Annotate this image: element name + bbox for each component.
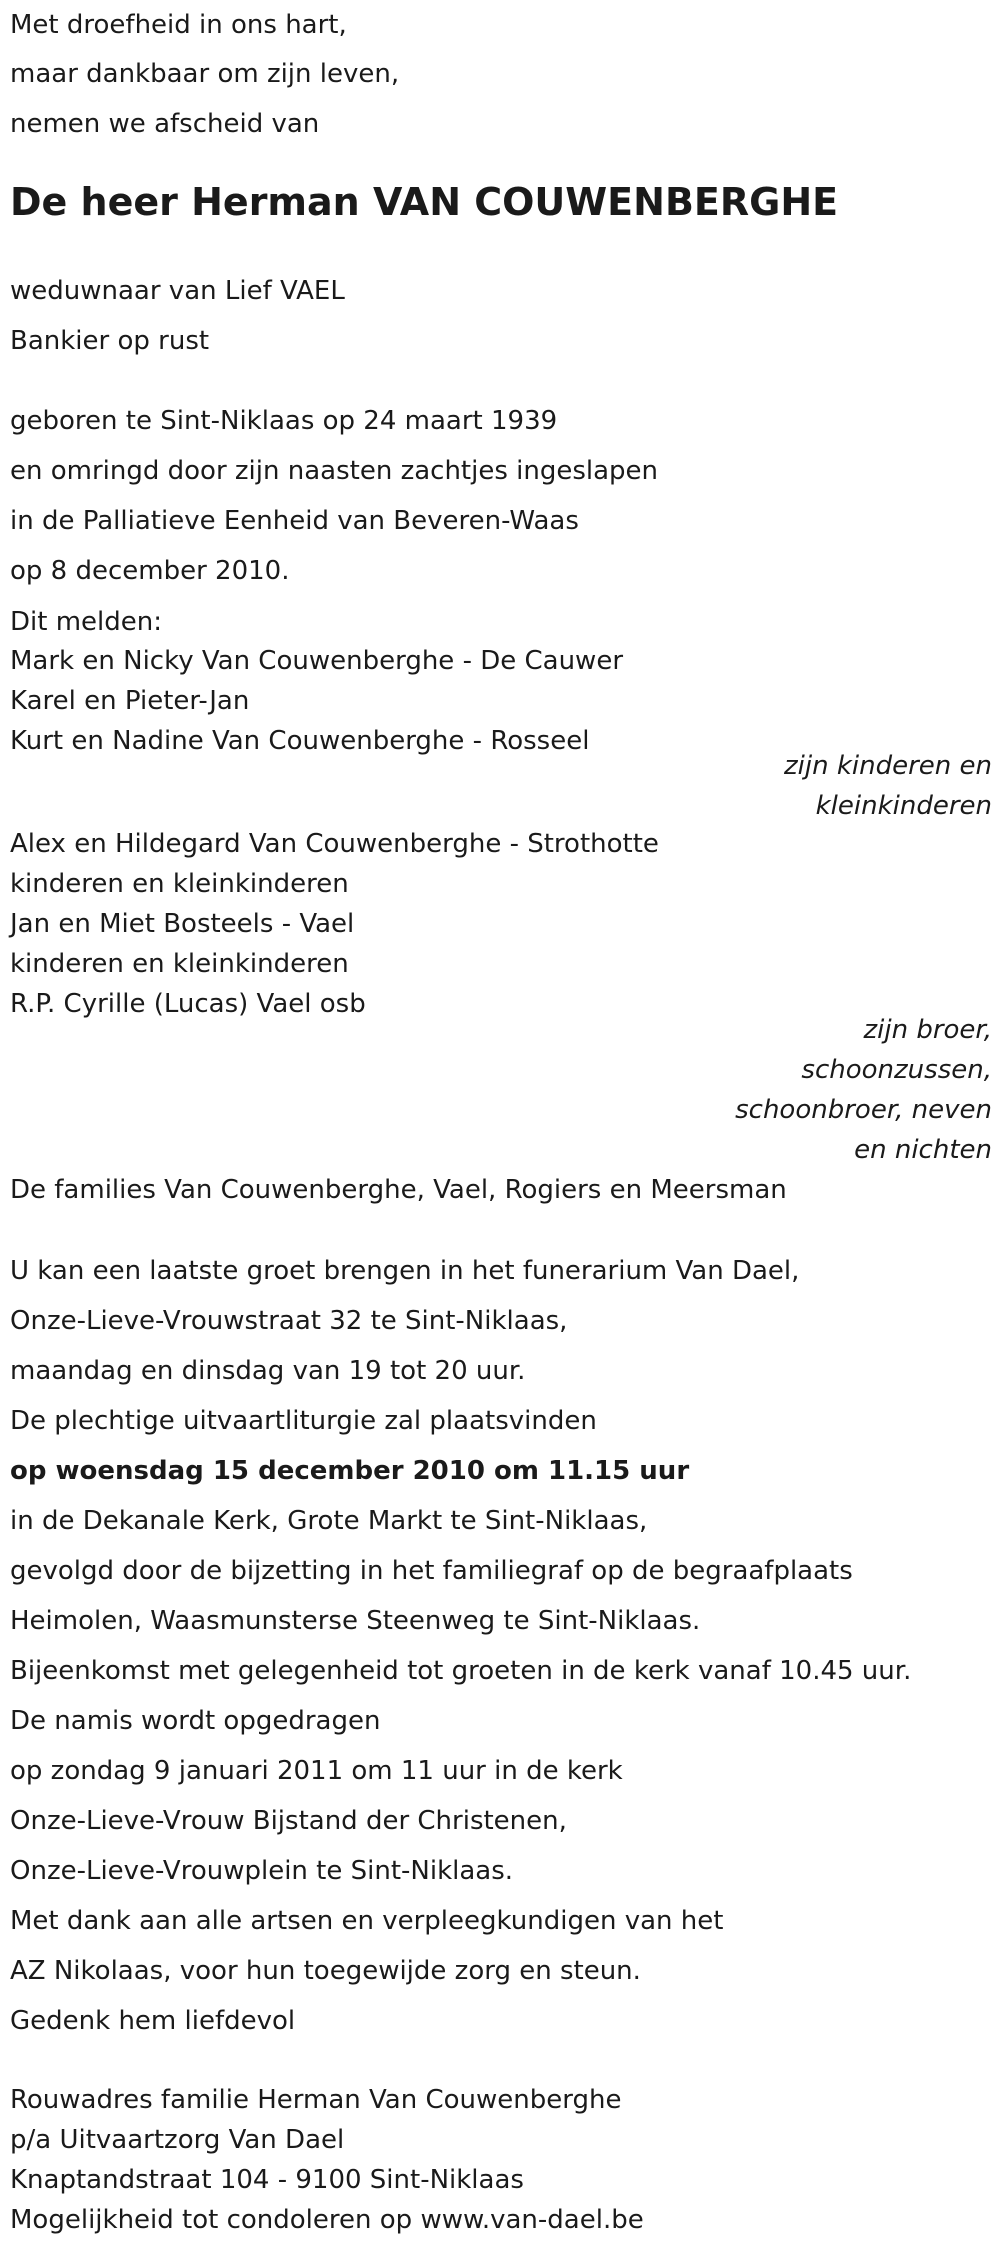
deceased-name: De heer Herman VAN COUWENBERGHE xyxy=(10,180,839,224)
siblings-role-line: schoonbroer, neven xyxy=(735,1095,992,1125)
address-line: Rouwadres familie Herman Van Couwenberghe xyxy=(10,2085,622,2115)
opening-line: maar dankbaar om zijn leven, xyxy=(10,59,400,89)
siblings-line: Alex en Hildegard Van Couwenberghe - Strothotte xyxy=(10,829,659,859)
families-line: De families Van Couwenberghe, Vael, Rogiers en Meersman xyxy=(10,1175,787,1205)
birth-death-line: in de Palliatieve Eenheid van Beveren-Waas xyxy=(10,506,579,536)
siblings-line: Jan en Miet Bosteels - Vael xyxy=(10,909,355,939)
funeral-line: Heimolen, Waasmunsterse Steenweg te Sint-Niklaas. xyxy=(10,1606,701,1636)
funeral-line: in de Dekanale Kerk, Grote Markt te Sint-Niklaas, xyxy=(10,1506,648,1536)
siblings-line: R.P. Cyrille (Lucas) Vael osb xyxy=(10,989,366,1019)
funeral-date-line: op woensdag 15 december 2010 om 11.15 uur xyxy=(10,1456,690,1486)
siblings-role-line: zijn broer, xyxy=(863,1015,992,1045)
funeral-line: Bijeenkomst met gelegenheid tot groeten in de kerk vanaf 10.45 uur. xyxy=(10,1656,912,1686)
funeral-line: Onze-Lieve-Vrouw Bijstand der Christenen, xyxy=(10,1806,567,1836)
children-line: Kurt en Nadine Van Couwenberghe - Rosseel xyxy=(10,726,590,756)
funeral-line: Met dank aan alle artsen en verpleegkundigen van het xyxy=(10,1906,724,1936)
birth-death-line: geboren te Sint-Niklaas op 24 maart 1939 xyxy=(10,406,558,436)
opening-line: Met droefheid in ons hart, xyxy=(10,10,347,40)
address-line: Knaptandstraat 104 - 9100 Sint-Niklaas xyxy=(10,2165,524,2195)
announcers-intro: Dit melden: xyxy=(10,607,162,637)
children-role-line: kleinkinderen xyxy=(815,791,992,821)
children-line: Karel en Pieter-Jan xyxy=(10,686,250,716)
funeral-line: De namis wordt opgedragen xyxy=(10,1706,381,1736)
birth-death-line: op 8 december 2010. xyxy=(10,556,290,586)
status-line: Bankier op rust xyxy=(10,326,210,356)
children-role-line: zijn kinderen en xyxy=(784,751,992,781)
funeral-line: De plechtige uitvaartliturgie zal plaatsvinden xyxy=(10,1406,597,1436)
siblings-line: kinderen en kleinkinderen xyxy=(10,869,349,899)
siblings-role-line: schoonzussen, xyxy=(801,1055,992,1085)
funeral-line: U kan een laatste groet brengen in het funerarium Van Dael, xyxy=(10,1256,800,1286)
children-line: Mark en Nicky Van Couwenberghe - De Cauwer xyxy=(10,646,624,676)
funeral-line: Onze-Lieve-Vrouwplein te Sint-Niklaas. xyxy=(10,1856,514,1886)
siblings-line: kinderen en kleinkinderen xyxy=(10,949,349,979)
funeral-line: op zondag 9 januari 2011 om 11 uur in de kerk xyxy=(10,1756,623,1786)
status-line: weduwnaar van Lief VAEL xyxy=(10,276,345,306)
opening-line: nemen we afscheid van xyxy=(10,109,320,139)
siblings-role-line: en nichten xyxy=(854,1135,992,1165)
funeral-line: maandag en dinsdag van 19 tot 20 uur. xyxy=(10,1356,526,1386)
condolence-line: Mogelijkheid tot condoleren op www.van-dael.be xyxy=(10,2205,644,2235)
funeral-line: Onze-Lieve-Vrouwstraat 32 te Sint-Niklaas, xyxy=(10,1306,568,1336)
funeral-line: AZ Nikolaas, voor hun toegewijde zorg en steun. xyxy=(10,1956,641,1986)
funeral-line: Gedenk hem liefdevol xyxy=(10,2006,296,2036)
funeral-line: gevolgd door de bijzetting in het familiegraf op de begraafplaats xyxy=(10,1556,853,1586)
address-line: p/a Uitvaartzorg Van Dael xyxy=(10,2125,345,2155)
birth-death-line: en omringd door zijn naasten zachtjes ingeslapen xyxy=(10,456,659,486)
